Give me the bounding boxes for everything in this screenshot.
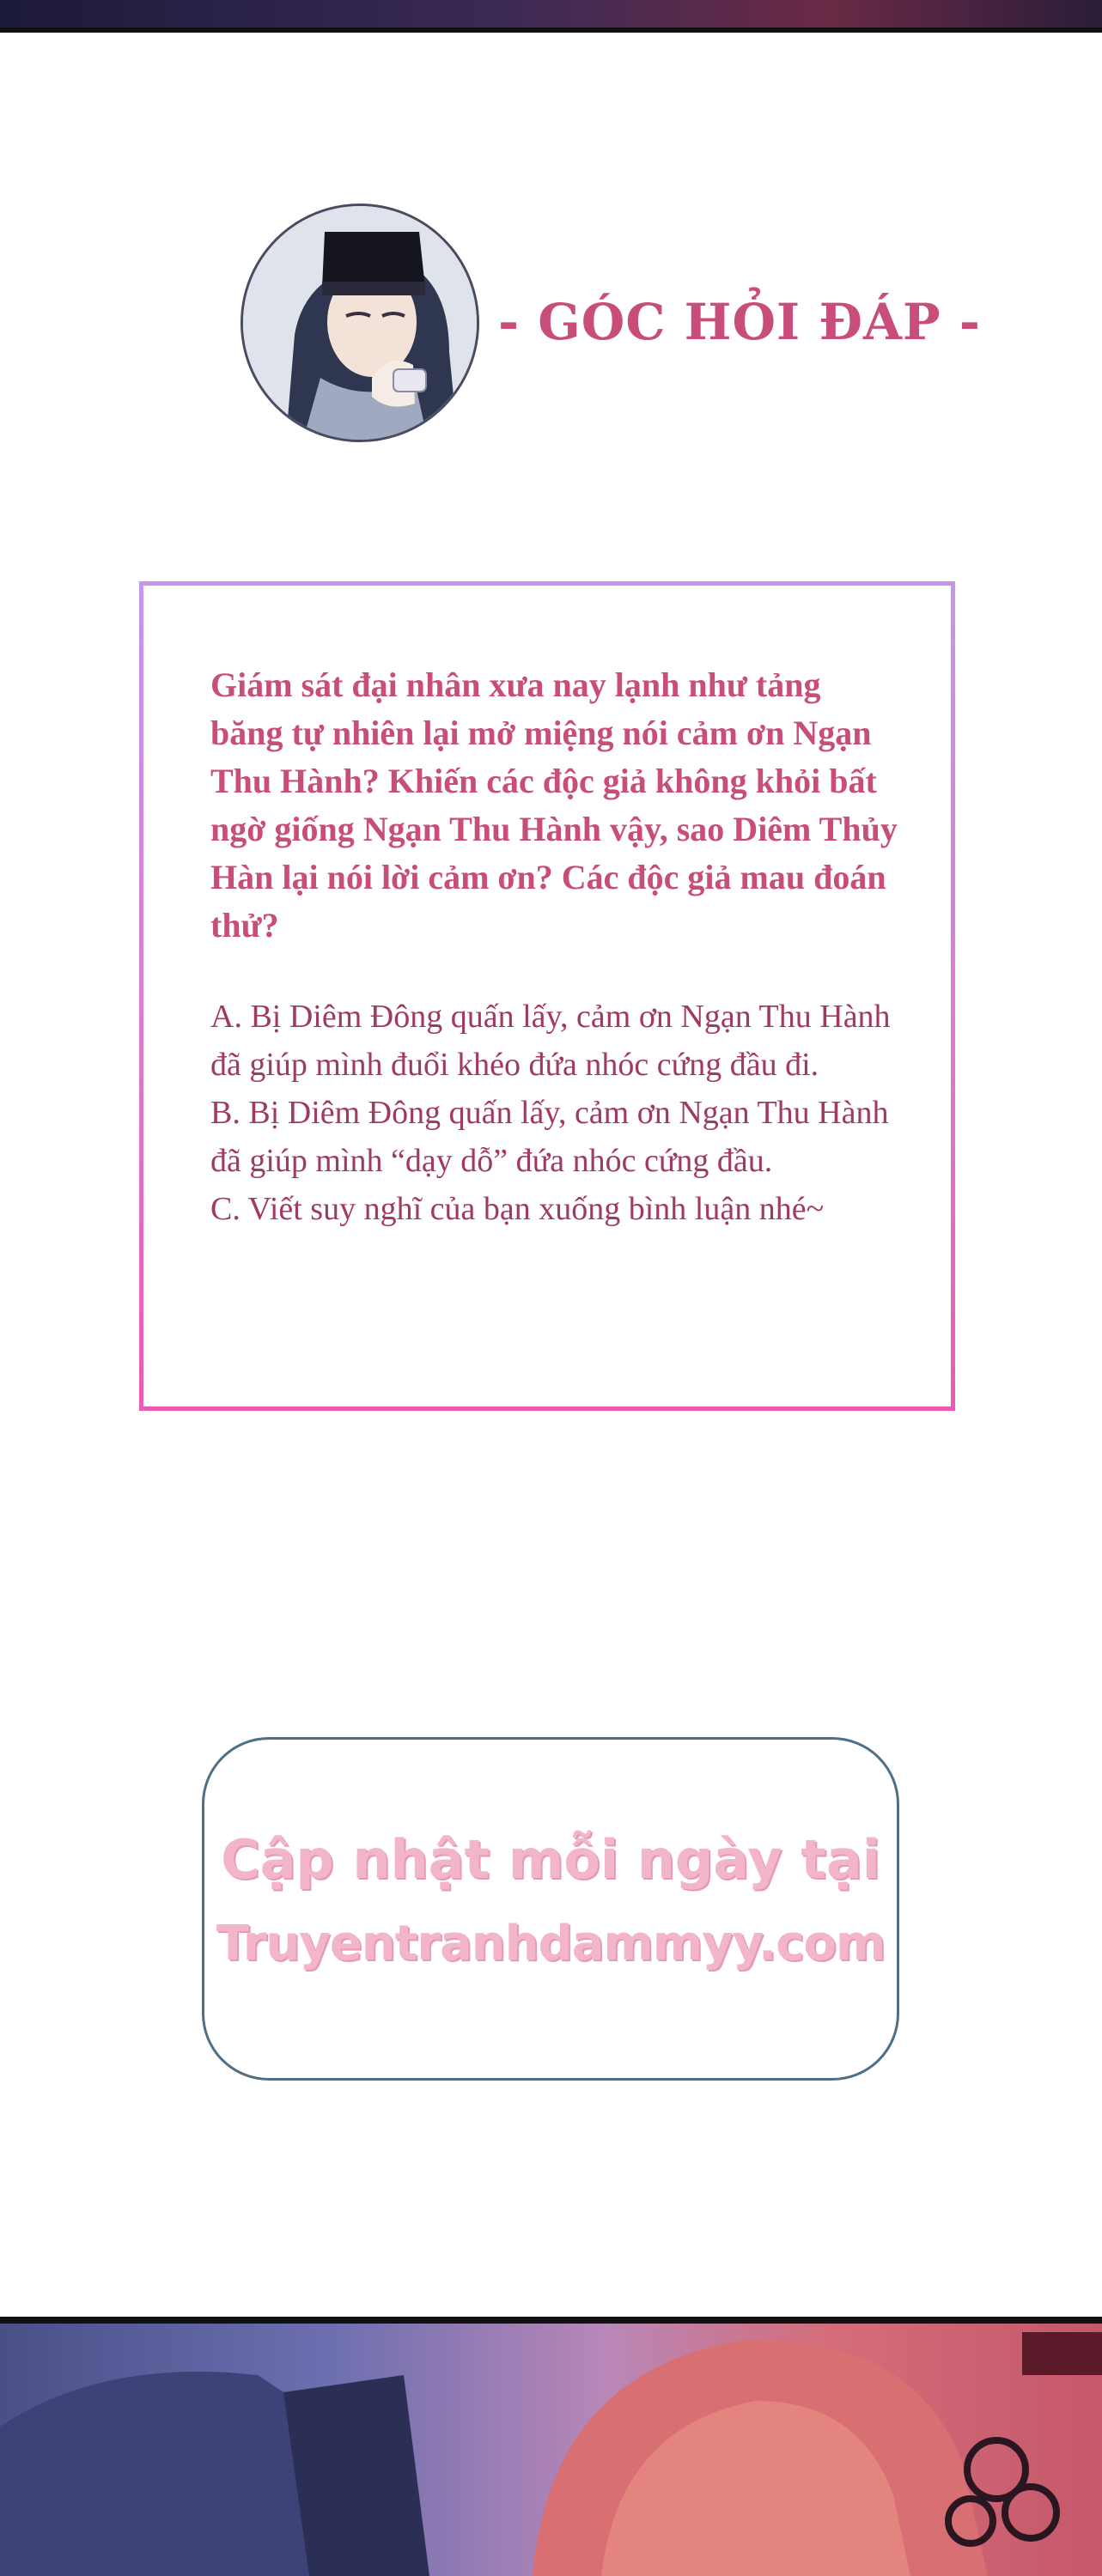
question-text: Giám sát đại nhân xưa nay lạnh như tảng băng tự nhiên lại mở miệng nói cảm ơn Ngạn Thu Hành? Khiến các độc giả không khỏi bất ngờ giống Ngạn Thu Hành vậy, sao Diêm Thủy Hàn lại nói lời cảm ơn? Các độc giả mau đoán thử? (210, 665, 898, 945)
previous-panel-artwork (0, 0, 1102, 33)
promo-line-update: Cập nhật mỗi ngày tại (221, 1828, 880, 1891)
qa-card (139, 581, 955, 1411)
page-title: - GÓC HỎI ĐÁP - (498, 293, 981, 351)
avatar-illustration (243, 206, 477, 440)
panel-illustration (0, 2324, 1102, 2576)
character-avatar (240, 204, 479, 442)
answer-options (210, 993, 899, 1233)
promo-banner (202, 1737, 899, 2081)
option-a: A. Bị Diêm Đông quấn lấy, cảm ơn Ngạn Thu Hành đã giúp mình đuổi khéo đứa nhóc cứng đầu đi. (210, 999, 891, 1083)
next-panel-artwork (0, 2317, 1102, 2576)
promo-line-website: Truyentranhdammyy.com (216, 1916, 886, 1971)
option-c: C. Viết suy nghĩ của bạn xuống bình luận nhé~ (210, 1191, 825, 1227)
option-b: B. Bị Diêm Đông quấn lấy, cảm ơn Ngạn Thu Hành đã giúp mình “dạy dỗ” đứa nhóc cứng đầu. (210, 1095, 889, 1179)
qa-card-body (143, 586, 951, 1406)
